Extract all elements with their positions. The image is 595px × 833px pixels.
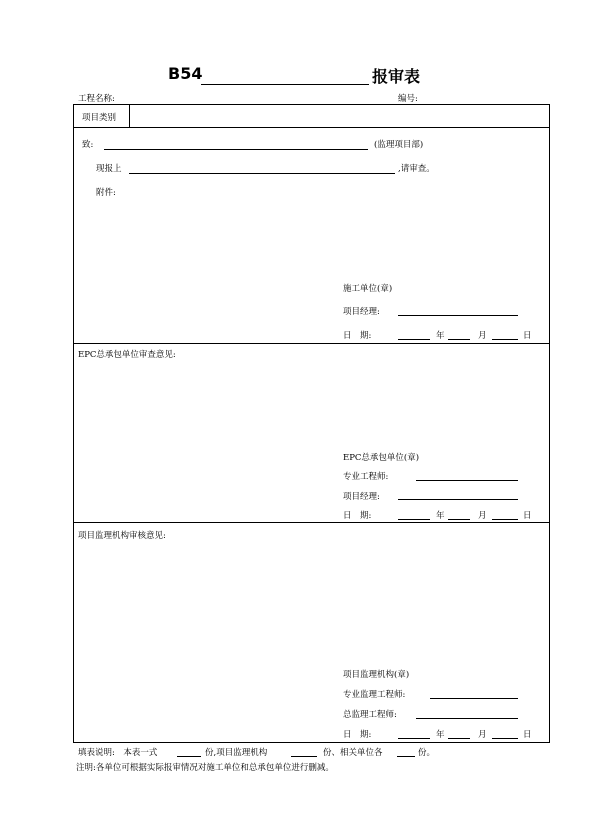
serial-label: 编号: xyxy=(398,94,418,104)
to-label: 致: xyxy=(82,140,94,150)
report-suffix: ,请审查。 xyxy=(398,164,435,174)
supervision-month: 月 xyxy=(478,730,487,740)
epc-year: 年 xyxy=(436,511,445,521)
supervision-date-label: 日 期: xyxy=(343,730,372,740)
chief-engineer-field[interactable] xyxy=(416,718,518,719)
category-row-line xyxy=(73,127,550,128)
epc-month: 月 xyxy=(478,511,487,521)
copies-total-field[interactable] xyxy=(177,756,201,757)
to-suffix: (监理项目部) xyxy=(374,140,424,150)
form-title: 报审表 xyxy=(372,67,421,86)
section1-month: 月 xyxy=(478,331,487,341)
epc-engineer-label: 专业工程师: xyxy=(343,472,389,482)
supervision-month-field[interactable] xyxy=(448,738,470,739)
attachment-label: 附件: xyxy=(96,188,116,198)
category-label: 项目类别 xyxy=(82,113,117,123)
supervision-engineer-label: 专业监理工程师: xyxy=(343,690,406,700)
project-name-label: 工程名称: xyxy=(78,94,115,104)
section1-day: 日 xyxy=(523,331,532,341)
copies-related-field[interactable] xyxy=(397,756,415,757)
remark-note: 注明:各单位可根据实际报审情况对施工单位和总承包单位进行删减。 xyxy=(76,763,334,773)
report-prefix: 现报上 xyxy=(96,164,122,174)
section1-month-field[interactable] xyxy=(448,339,470,340)
fill-note-b: 份,项目监理机构 xyxy=(205,748,268,758)
form-frame xyxy=(73,104,550,743)
section1-manager-field[interactable] xyxy=(398,315,518,316)
epc-month-field[interactable] xyxy=(448,519,470,520)
copies-supervision-field[interactable] xyxy=(291,756,317,757)
to-field[interactable] xyxy=(104,149,368,150)
epc-engineer-field[interactable] xyxy=(416,480,518,481)
section1-day-field[interactable] xyxy=(492,339,518,340)
form-code: B54 xyxy=(168,64,203,83)
section1-org-label: 施工单位(章) xyxy=(343,284,393,294)
section1-manager-label: 项目经理: xyxy=(343,307,380,317)
title-blank-line[interactable] xyxy=(201,84,369,85)
chief-engineer-label: 总监理工程师: xyxy=(343,710,397,720)
supervision-opinion-label: 项目监理机构审核意见: xyxy=(78,531,166,541)
supervision-year-field[interactable] xyxy=(398,738,430,739)
epc-day: 日 xyxy=(523,511,532,521)
supervision-org-label: 项目监理机构(章) xyxy=(343,670,410,680)
fill-note-d: 份。 xyxy=(418,748,436,758)
supervision-day-field[interactable] xyxy=(492,738,518,739)
epc-org-label: EPC总承包单位(章) xyxy=(343,453,420,463)
section1-year-field[interactable] xyxy=(398,339,430,340)
epc-manager-label: 项目经理: xyxy=(343,492,380,502)
report-field[interactable] xyxy=(129,173,395,174)
supervision-day: 日 xyxy=(523,730,532,740)
section1-date-label: 日 期: xyxy=(343,331,372,341)
section2-bottom-line xyxy=(73,522,550,523)
supervision-year: 年 xyxy=(436,730,445,740)
epc-date-label: 日 期: xyxy=(343,511,372,521)
epc-day-field[interactable] xyxy=(492,519,518,520)
category-divider xyxy=(129,104,130,127)
fill-note-a: 填表说明: 本表一式 xyxy=(78,748,158,758)
epc-opinion-label: EPC总承包单位审查意见: xyxy=(78,350,176,360)
section1-year: 年 xyxy=(436,331,445,341)
fill-note-c: 份、相关单位各 xyxy=(323,748,383,758)
supervision-engineer-field[interactable] xyxy=(430,698,518,699)
epc-year-field[interactable] xyxy=(398,519,430,520)
epc-manager-field[interactable] xyxy=(398,499,518,500)
section1-bottom-line xyxy=(73,343,550,344)
